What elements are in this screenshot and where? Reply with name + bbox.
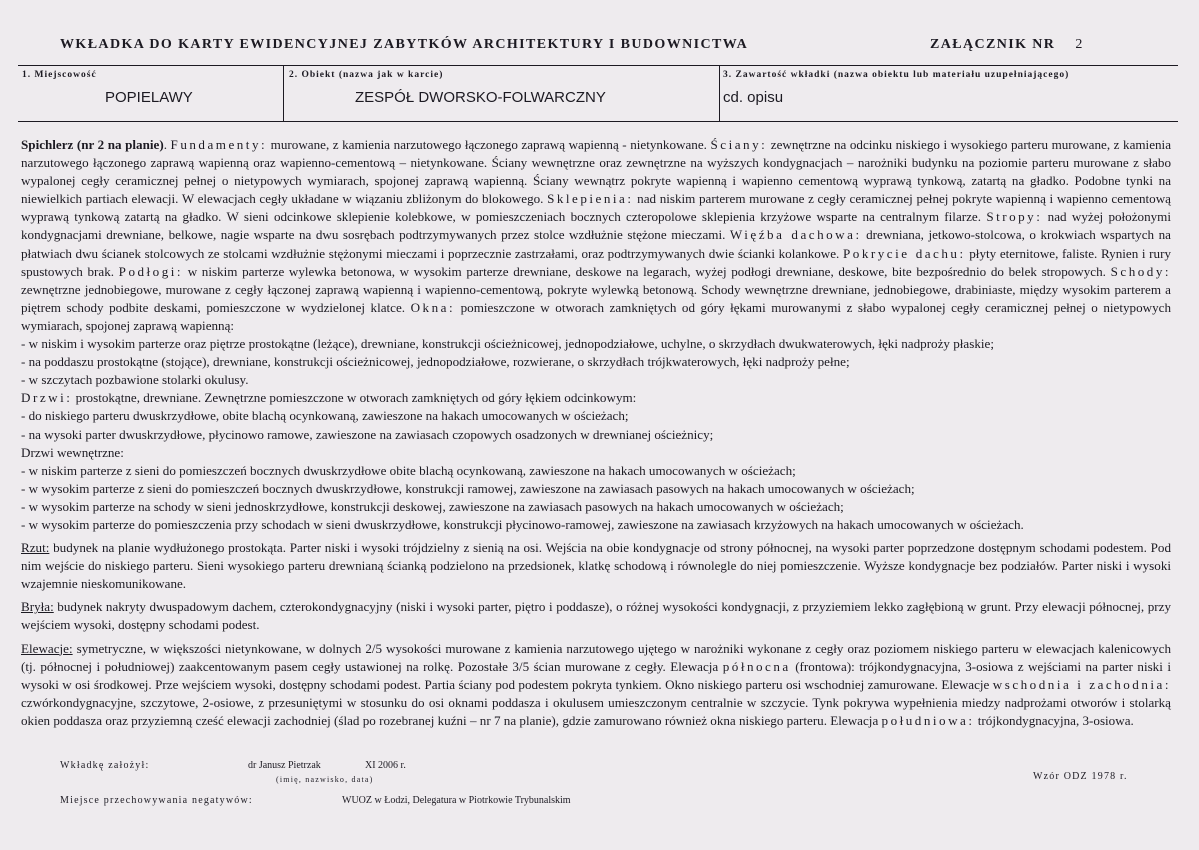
list-item: - w wysokim parterze do pomieszczenia przy schodach w sieni dwuskrzydłowe, konstrukcji płycinowo-ramowej, zawieszone na zawiasach krzyżowych na hakach umocowanych w ościeżach. [21,516,1024,532]
list-item: - w niskim i wysokim parterze oraz piętrze prostokątne (leżące), drewniane, konstrukcji ościeżnicowej, jednopodziałowe, uchylne, o skrzydłach dwukwaterowych, łęki nadproży płaskie; [21,336,994,352]
section-text: drewniana, jetkowo-stolcowa, o krokwiach wspartych na płatwiach dwu ścianek stolcowych ze stolcami wzdłużnie stężonymi mieczami i poprzecznie zastrzałami, oraz podtrzymywanych dwie ścianki kolankowe. [21,227,1171,261]
section-keyword: Rzut: [21,540,50,556]
section-text: budynek nakryty dwuspadowym dachem, czterokondygnacyjny (niski i wysoki parter, piętro i poddasze), o różnej wysokości kondygnacji, z przyziemiem lekko zagłębioną w grunt. Przy elewacji północnej, przy wejściem wysoki, dostępny schodami podest. [21,599,1171,633]
storage-value: WUOZ w Łodzi, Delegatura w Piotrkowie Trybunalskim [342,795,571,806]
list-item: - w szczytach pozbawione stolarki okulusy. [21,372,249,388]
header-top-rule [18,65,1178,66]
section-text: zewnętrzne jednobiegowe, murowane z cegły łączonej zaprawą wapienną i wapienno-cementową, pokryte wylewką betonową. Schody wewnętrzne drewniane, jednobiegowe, drabiniaste, między wysokim parterem a piętrem schody podbite deskami, pomieszczone w wydzielonej klatce. [21,281,1171,315]
founded-label: Wkładkę założył: [60,760,150,771]
section-text: (frontowa): trójkondygnacyjna, 3-osiowa z wejściami na parter niski i wysoki w osi środkowej. Prze wejściem wysoki, dostępny schodami podest. Partia ściany pod podestem pokryta tynkiem. Okno niskiego parteru osi wschodniej zamurowane. Elewacje [21,658,1171,692]
section-keyword: południowa: [881,712,975,728]
header-bottom-rule [18,121,1178,122]
section-keyword: Schody: [1110,263,1172,279]
attachment-label: ZAŁĄCZNIK NR [930,37,1056,52]
section-text: pomieszczone w otworach zamkniętych od góry łękami murowanymi z słabo wypalonej cegły ceramicznej pełnej o nietypowych wymiarach, spojonej zaprawą wapienną: [21,299,1171,333]
building-title: Spichlerz (nr 2 na planie) [21,137,164,152]
section-text: budynek na planie wydłużonego prostokąta. Parter niski i wysoki trójdzielny z sienią na osi. Wejścia na obie kondygnacje od strony północnej, na wysoki parter poprzedzone dostępnym schodami podestem. Pod nim wejście do niskiego parteru. Sieni wysokiego parteru drewnianą ścianką podzielono na przedsionek, klatkę schodową i równolegle do niej pomieszczenie. Wyższe kondygnacje bez podziałów. Parter niski i wysoki wzajemnie nieskomunikowane. [21,540,1171,592]
structure-paragraph: Spichlerz (nr 2 na planie). Fundamenty: murowane, z kamienia narzutowego łączonego zaprawą wapienną - nietynkowane. Ściany: zewnętrzne na odcinku niskiego i wysokiego parteru murowane, z kamienia narzutowego łączonego zaprawą wapienną oraz wapienno-cementową – nietynkowane. Ściany wewnętrzne oraz zewnętrzne na wyższych kondygnacjach – narożniki budynku na poziomie parteru murowane z słabo wypalonej cegły ceramicznej pełnej o nietypowych wymiarach, spojonej zaprawą wapienną. Ściany wewnątrz pokryte wapienną i wapienno cementową wyprawą tynkową, zatartą na gładko. Podobne tynki na niewielkich partiach elewacji. W elewacjach cegły układane w wiązaniu zbliżonym do blokowego. Sklepienia: nad niskim parterem murowane z cegły ceramicznej pełnej pokryte wapienną i wapienno cementową wyprawą tynkową zatartą na gładko. W sieni odcinkowe sklepienie kolebkowe, w pomieszczeniach bocznych czteropolowe sklepienia krzyżowe wsparte na centralnym filarze. Stropy: nad wyżej położonymi kondygnacjami drewniane, belkowe, nagie wsparte na dwu sosrębach podtrzymywanych przez stolce wzdłużnie stężone mieczami. Więźba dachowa: drewniana, jetkowo-stolcowa, o krokwiach wspartych na płatwiach dwu ścianek stolcowych ze stolcami wzdłużnie stężonymi mieczami i poprzecznie zastrzałami, oraz podtrzymywanych dwie ścianki kolankowe. Pokrycie dachu: płyty eternitowe, faliste. Rynien i rury spustowych brak. Podłogi: w niskim parterze wylewka betonowa, w wysokim parterze drewniane, deskowe na legarach, wyżej podłogi drewniane, deskowe, bite bezpośrednio do belek stropowych. Schody: zewnętrzne jednobiegowe, murowane z cegły łączonej zaprawą wapienną i wapienno-cementową, pokryte wylewką betonową. Schody wewnętrzne drewniane, jednobiegowe, drabiniaste, między wysokim parterem a piętrem schody podbite deskami, pomieszczone w wydzielonej klatce. Okna: pomieszczone w otworach zamkniętych od góry łękami murowanymi z słabo wypalonej cegły ceramicznej pełnej o nietypowych wymiarach, spojonej zaprawą wapienną: [21,137,1172,333]
object-value: ZESPÓŁ DWORSKO-FOLWARCZNY [355,89,606,106]
form-title: WKŁADKA DO KARTY EWIDENCYJNEJ ZABYTKÓW ARCHITEKTURY I BUDOWNICTWA [60,37,749,52]
section-keyword: Elewacje: [21,640,73,656]
section-text: zewnętrzne na odcinku niskiego i wysokiego parteru murowane, z kamienia narzutowego łączonego zaprawą wapienną oraz wapienno-cementową – nietynkowane. Ściany wewnętrzne oraz zewnętrzne na wyższych kondygnacjach – narożniki budynku na poziomie parteru murowane z słabo wypalonej cegły ceramicznej pełnej o nietypowych wymiarach, spojonej zaprawą wapienną. Ściany wewnątrz pokryte wapienną i wapienno cementową wyprawą tynkową, zatartą na gładko. Podobne tynki na niewielkich partiach elewacji. W elewacjach cegły układane w wiązaniu zbliżonym do blokowego. [21,137,1172,207]
content-label: 3. Zawartość wkładki (nazwa obiektu lub materiału uzupełniającego) [723,70,1070,80]
place-value: POPIELAWY [105,89,193,106]
section-text: trójkondygnacyjna, 3-osiowa. [974,712,1134,728]
list-item: - w wysokim parterze na schody w sieni jednoskrzydłowe, konstrukcji deskowej, zawieszone na zawiasach pasowych na hakach umocowanych w ościeżach; [21,498,844,514]
section-keyword: Sklepienia: [547,191,634,207]
storage-label: Miejsce przechowywania negatywów: [60,795,253,806]
section-keyword: Bryła: [21,599,54,615]
section-text: nad wyżej położonymi kondygnacjami drewniane, belkowe, nagie wsparte na dwu sosrębach podtrzymywanych przez stolce wzdłużnie stężone mieczami. [21,209,1171,243]
section-keyword: Podłogi: [118,263,184,279]
inner-doors-heading: Drzwi wewnętrzne: [21,444,124,460]
founded-date: XI 2006 r. [365,760,406,771]
section-keyword: Fundamenty: [170,137,268,152]
section-text: nad niskim parterem murowane z cegły ceramicznej pełnej pokryte wapienną i wapienno cementową wyprawą tynkową zatartą na gładko. W sieni odcinkowe sklepienie kolebkowe, w pomieszczeniach bocznych czteropolowe sklepienia krzyżowe wsparte na centralnym filarze. [21,191,1171,225]
section-keyword: Ściany: [710,137,768,152]
founded-name: dr Janusz Pietrzak [248,760,321,771]
section-keyword: północna [722,658,791,674]
section-text: murowane, z kamienia narzutowego łączonego zaprawą wapienną - nietynkowane. [267,137,711,152]
section-text: symetryczne, w większości nietynkowane, w dolnych 2/5 wysokości murowane z kamienia narzutowego ujętego w narożniki wykonane z cegły oraz poziomem niskiego parteru w elewacjach kalenicowych (tj. północnej i południowej) zaakcentowanym pasem cegły ustawionej na rolkę. Pozostałe 3/5 ścian murowane z cegły. Elewacja [21,640,1171,674]
founded-hint: (imię, nazwisko, data) [276,775,374,784]
section-text: w niskim parterze wylewka betonowa, w wysokim parterze drewniane, deskowe na legarach, wyżej podłogi drewniane, deskowe, bite bezpośrednio do belek stropowych. [183,263,1111,279]
massing-paragraph [21,598,1171,634]
elevations-paragraph [21,640,1171,730]
section-keyword: Pokrycie dachu: [843,245,966,261]
field-divider [719,65,720,121]
section-text: płyty eternitowe, faliste. Rynien i rury spustowych brak. [21,245,1172,279]
doors-paragraph [21,389,1171,407]
plan-paragraph [21,539,1171,593]
section-text: prostokątne, drewniane. Zewnętrzne pomieszczone w otworach zamkniętych od góry łękiem odcinkowym: [72,390,637,406]
section-keyword: Okna: [410,299,456,315]
attachment-number: 2 [1075,37,1084,52]
form-template: Wzór ODZ 1978 r. [1033,771,1128,782]
section-keyword: wschodnia i zachodnia: [992,676,1171,692]
list-item: - w niskim parterze z sieni do pomieszczeń bocznych dwuskrzydłowe obite blachą ocynkowaną, zawieszone na hakach umocowanych w ościeżach; [21,462,796,478]
place-label: 1. Miejscowość [22,70,97,80]
content-value: cd. opisu [723,89,784,106]
list-item: - na wysoki parter dwuskrzydłowe, płycinowo ramowe, zawieszone na zawiasach czopowych osadzonych w drewnianej ościeżnicy; [21,426,714,442]
list-item: - w wysokim parterze z sieni do pomieszczeń bocznych dwuskrzydłowe, konstrukcji ramowej, zawieszone na zawiasach pasowych na hakach umocowanych w ościeżach; [21,480,915,496]
field-divider [283,65,284,121]
list-item: - na poddaszu prostokątne (stojące), drewniane, konstrukcji ościeżnicowej, jednopodziałowe, rozwierane, o skrzydłach trójkwaterowych, łęki nadproży pełne; [21,354,850,370]
description-body [21,136,1171,730]
section-keyword: Stropy: [986,209,1043,225]
section-keyword: Drzwi: [21,390,73,406]
list-item: - do niskiego parteru dwuskrzydłowe, obite blachą ocynkowaną, zawieszone na hakach umocowanych w ościeżach; [21,408,629,424]
section-keyword: Więźba dachowa: [729,227,862,243]
section-text: czwórkondygnacyjne, szczytowe, 2-osiowe, z przesuniętymi w stosunku do osi oknami poddasza i okulusem umieszczonym centralnie w szczycie. Tynk pokrywa wypełnienia miedzy nadprożami otworów i stolarką okien poddasza oraz przyziemną cześć elewacji zachodniej (ślad po rozebranej kuźni – nr 7 na planie), gdzie zamurowano również okna niskiego parteru. Elewacja [21,694,1171,728]
attachment-number-block [930,37,1084,53]
object-label: 2. Obiekt (nazwa jak w karcie) [289,70,444,80]
